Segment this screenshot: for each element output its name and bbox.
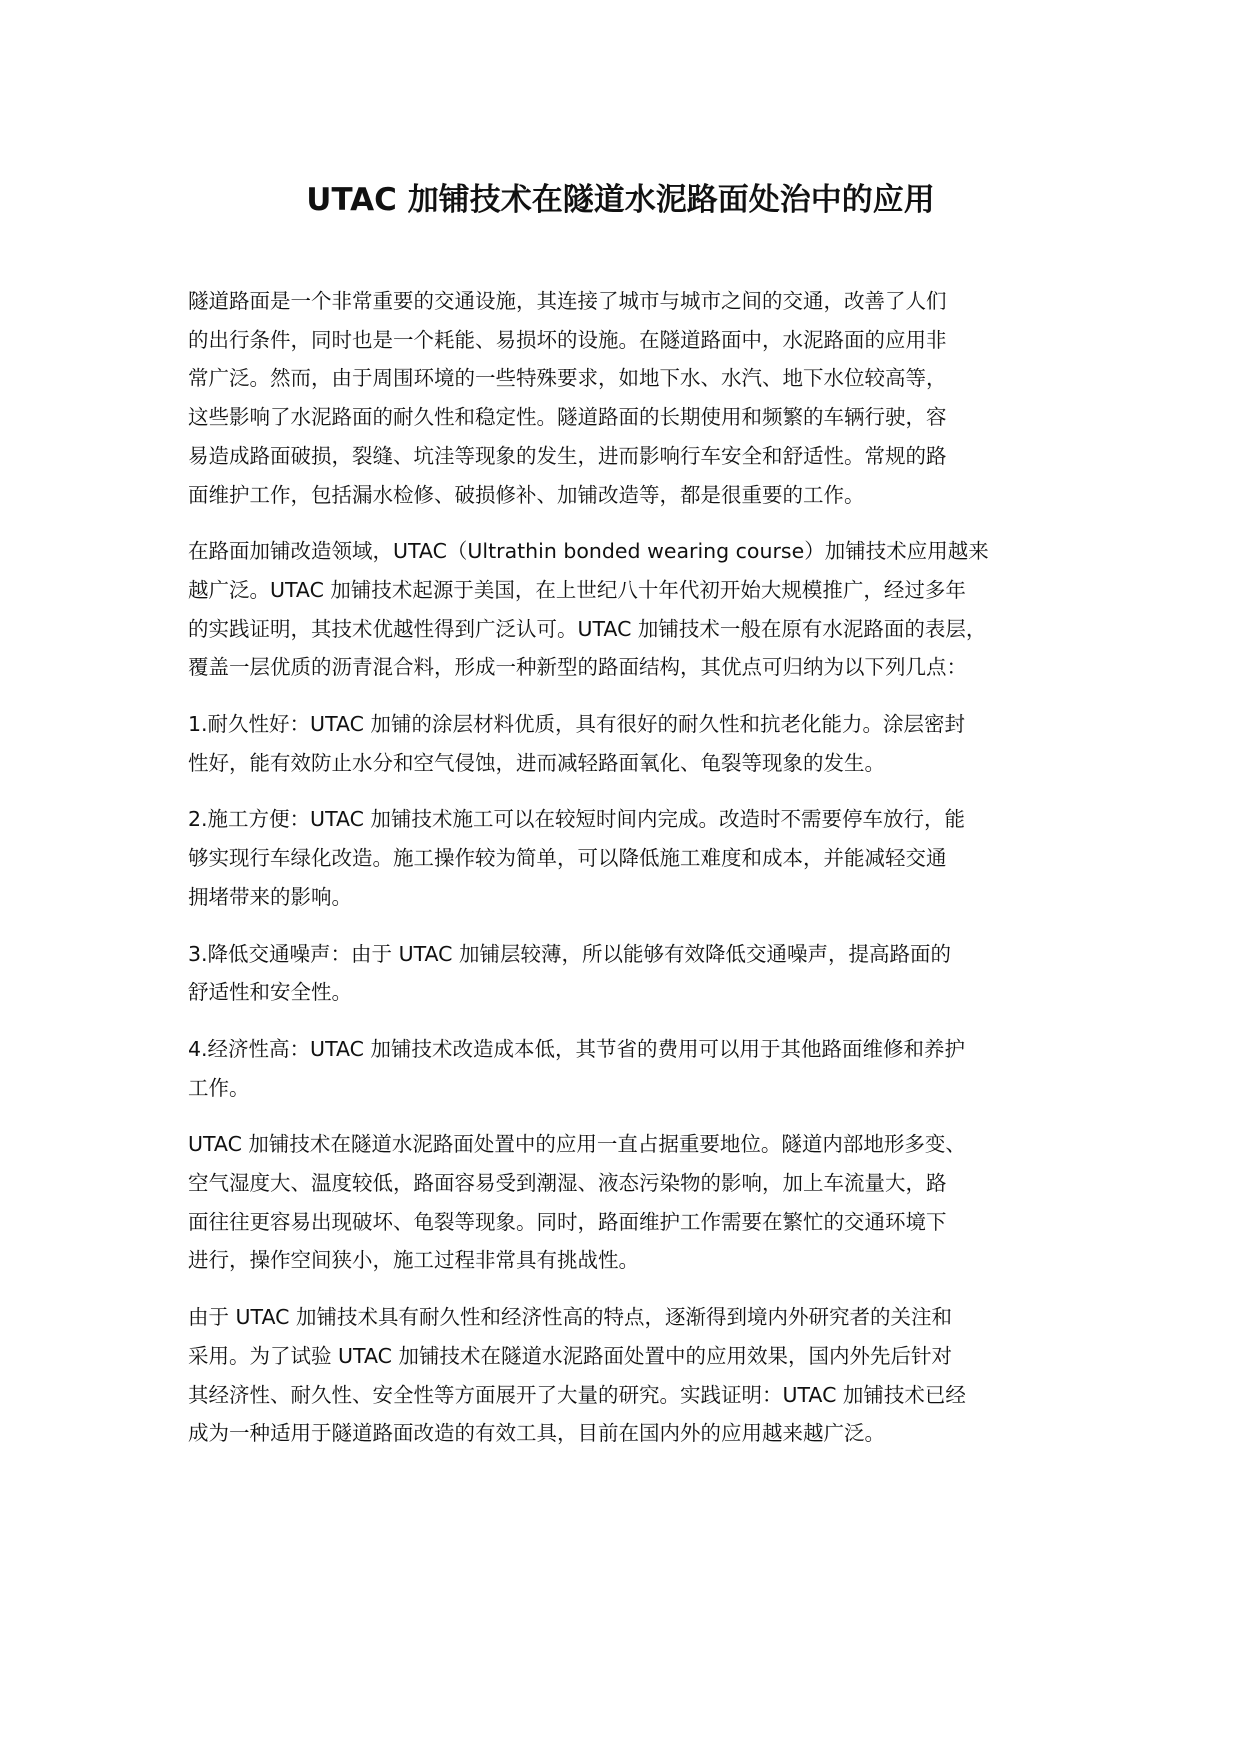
paragraph-line: 覆盖一层优质的沥青混合料，形成一种新型的路面结构，其优点可归纳为以下列几点： <box>188 655 967 680</box>
paragraph-line: 成为一种适用于隧道路面改造的有效工具，目前在国内外的应用越来越广泛。 <box>188 1421 885 1446</box>
paragraph-line: 空气湿度大、温度较低，路面容易受到潮湿、液态污染物的影响，加上车流量大，路 <box>188 1171 947 1196</box>
paragraph-line: 1.耐久性好：UTAC 加铺的涂层材料优质，具有很好的耐久性和抗老化能力。涂层密封 <box>188 712 965 737</box>
paragraph <box>188 935 1068 1012</box>
paragraph-line: 进行，操作空间狭小，施工过程非常具有挑战性。 <box>188 1248 639 1273</box>
paragraph <box>188 282 1068 514</box>
paragraph-line: 采用。为了试验 UTAC 加铺技术在隧道水泥路面处置中的应用效果，国内外先后针对 <box>188 1343 952 1368</box>
paragraph <box>188 1030 1068 1107</box>
paragraph-line: 面维护工作，包括漏水检修、破损修补、加铺改造等，都是很重要的工作。 <box>188 482 865 507</box>
paragraph <box>188 705 1068 782</box>
paragraph-line: 易造成路面破损，裂缝、坑洼等现象的发生，进而影响行车安全和舒适性。常规的路 <box>188 443 947 468</box>
paragraph-line: 3.降低交通噪声：由于 UTAC 加铺层较薄，所以能够有效降低交通噪声，提高路面的 <box>188 941 952 966</box>
paragraph <box>188 800 1068 916</box>
paragraph-line: 2.施工方便：UTAC 加铺技术施工可以在较短时间内完成。改造时不需要停车放行，能 <box>188 807 965 832</box>
document-title: UTAC 加铺技术在隧道水泥路面处治中的应用 <box>306 182 935 218</box>
paragraph-line: 其经济性、耐久性、安全性等方面展开了大量的研究。实践证明：UTAC 加铺技术已经 <box>188 1382 966 1407</box>
paragraph-line: 由于 UTAC 加铺技术具有耐久性和经济性高的特点，逐渐得到境内外研究者的关注和 <box>188 1305 952 1330</box>
paragraph-line: 的出行条件，同时也是一个耗能、易损坏的设施。在隧道路面中，水泥路面的应用非 <box>188 327 947 352</box>
paragraph-line: 在路面加铺改造领域，UTAC（Ultrathin bonded wearing course）加铺技术应用越来 <box>188 539 989 564</box>
paragraph-line: 越广泛。UTAC 加铺技术起源于美国，在上世纪八十年代初开始大规模推广，经过多年 <box>188 577 966 602</box>
paragraph-line: 舒适性和安全性。 <box>188 980 352 1005</box>
paragraph-line: 这些影响了水泥路面的耐久性和稳定性。隧道路面的长期使用和频繁的车辆行驶，容 <box>188 405 947 430</box>
paragraph <box>188 1125 1068 1280</box>
paragraph-line: 的实践证明，其技术优越性得到广泛认可。UTAC 加铺技术一般在原有水泥路面的表层， <box>188 616 987 641</box>
paragraph-line: 够实现行车绿化改造。施工操作较为简单，可以降低施工难度和成本，并能减轻交通 <box>188 846 947 871</box>
paragraph <box>188 1298 1068 1453</box>
paragraph-line: 常广泛。然而，由于周围环境的一些特殊要求，如地下水、水汽、地下水位较高等， <box>188 366 947 391</box>
paragraph <box>188 532 1068 687</box>
paragraph-line: UTAC 加铺技术在隧道水泥路面处置中的应用一直占据重要地位。隧道内部地形多变、 <box>188 1132 966 1157</box>
paragraph-line: 4.经济性高：UTAC 加铺技术改造成本低，其节省的费用可以用于其他路面维修和养护 <box>188 1036 965 1061</box>
paragraph-line: 隧道路面是一个非常重要的交通设施，其连接了城市与城市之间的交通，改善了人们 <box>188 289 947 313</box>
paragraph-line: 工作。 <box>188 1075 250 1100</box>
document-body <box>188 282 1068 1471</box>
paragraph-line: 面往往更容易出现破坏、龟裂等现象。同时，路面维护工作需要在繁忙的交通环境下 <box>188 1209 947 1234</box>
paragraph-line: 拥堵带来的影响。 <box>188 884 352 909</box>
paragraph-line: 性好，能有效防止水分和空气侵蚀，进而减轻路面氧化、龟裂等现象的发生。 <box>188 750 885 775</box>
